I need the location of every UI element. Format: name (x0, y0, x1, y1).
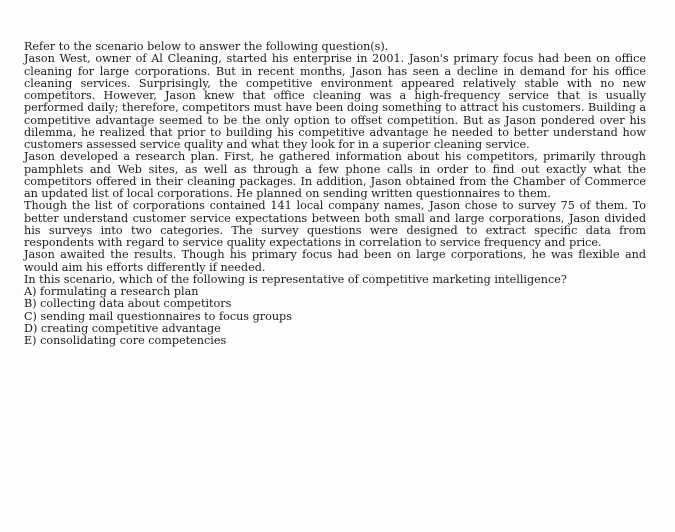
option-d: D) creating competitive advantage (24, 321, 221, 335)
scenario-paragraph-2: Jason developed a research plan. First, he gathered information about his competitors, primarily through pamphlets and Web sites, as well as through a few phone calls in order to find out exactly what the competitors offered in their cleaning packages. In addition, Jason obtained from the Chamber of Commerce an updated list of local corporations. He planned on sending written questionnaires to them. (24, 150, 646, 200)
answer-options (24, 286, 646, 347)
option-c: C) sending mail questionnaires to focus groups (24, 309, 292, 323)
scenario-paragraph-3: Though the list of corporations contained 141 local company names, Jason chose to survey 75 of them. To better understand customer service expectations between both small and large corporations, Jason divided his surveys into two categories. The survey questions were designed to extract specific data from respondents with regard to service quality expectations in correlation to service frequency and price. (24, 199, 646, 249)
scenario-paragraph-4: Jason awaited the results. Though his primary focus had been on large corporations, he was flexible and would aim his efforts differently if needed. (24, 248, 646, 274)
scenario-paragraph-1: Jason West, owner of Al Cleaning, started his enterprise in 2001. Jason's primary focus had been on office cleaning for large corporations. But in recent months, Jason has seen a decline in demand for his office cleaning services. Surprisingly, the competitive environment appeared relatively stable with no new competitors. However, Jason knew that office cleaning was a high-frequency service that is usually performed daily; therefore, competitors must have been doing something to attract his customers. Building a competitive advantage seemed to be the only option to offset competition. But as Jason pondered over his dilemma, he realized that prior to building his competitive advantage he needed to better understand how customers assessed service quality and what they look for in a superior cleaning service. (24, 52, 646, 151)
instruction-text: Refer to the scenario below to answer the following question(s). (24, 40, 389, 53)
option-b: B) collecting data about competitors (24, 297, 232, 311)
option-e: E) consolidating core competencies (24, 334, 227, 347)
option-a: A) formulating a research plan (24, 285, 199, 298)
question-document (24, 41, 646, 347)
question-text: In this scenario, which of the following is representative of competitive marketing intelligence? (24, 272, 567, 286)
